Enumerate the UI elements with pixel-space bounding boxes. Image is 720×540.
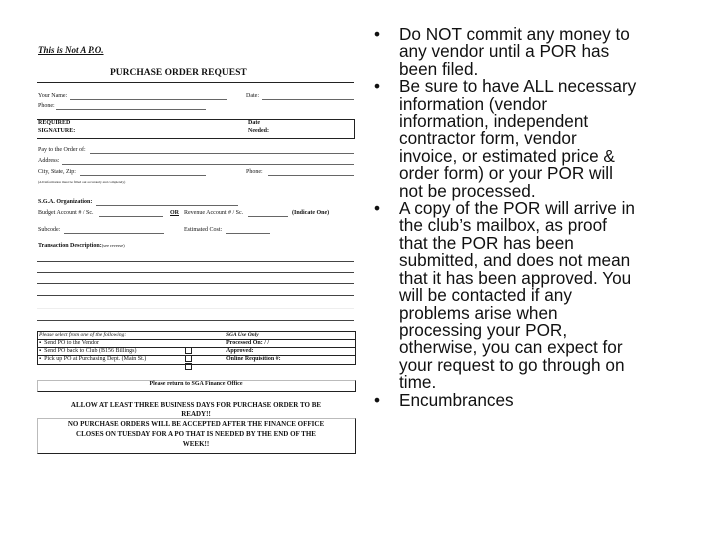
sga-requisition: Online Requisition #: [226, 356, 281, 362]
checkbox[interactable] [185, 357, 192, 375]
select-header: Please select from one of the following: [39, 332, 127, 338]
label-indicate: (Indicate One) [292, 210, 330, 216]
bullet-item: • Be sure to have ALL necessary information (vendor information, independent contractor form, vendor invoice, or estimated price & order form) or your POR will not be processed. [374, 76, 637, 201]
sga-approved: Approved: [226, 348, 254, 354]
label-subcode: Subcode: [38, 227, 61, 233]
label-phone: Phone: [38, 103, 55, 109]
label-date: Date: [246, 93, 259, 99]
allow-notice: ALLOW AT LEAST THREE BUSINESS DAYS FOR PURCHASE ORDER TO BE [70, 401, 322, 409]
option-row: ▪ Pick up PO at Purchasing Dept. (Main St.) [39, 356, 147, 362]
option-row: ▪ Send PO to the Vendor [39, 340, 100, 346]
label-pay-to: Pay to the Order of: [38, 147, 86, 153]
label-or: OR [170, 210, 179, 216]
label-phone-2: Phone: [246, 169, 263, 175]
label-address: Address: [38, 158, 60, 164]
bullet-item: • Encumbrances [374, 389, 514, 410]
label-your-name: Your Name: [38, 93, 68, 99]
label-sga-org: S.G.A. Organization: [38, 199, 93, 205]
bullet-icon: • [374, 198, 381, 219]
form-title: PURCHASE ORDER REQUEST [110, 68, 247, 78]
bullet-icon: • [374, 389, 381, 410]
form-note: (All information must be filled out accurately and completely) [38, 180, 126, 184]
return-note: Please return to SGA Finance Office [149, 381, 243, 387]
bullet-icon: • [374, 76, 381, 97]
option-row: ▪ Send PO back to Club (B156 Billings) [39, 348, 137, 354]
bullet-item: • Do NOT commit any money to any vendor until a POR has been filed. [374, 24, 630, 79]
label-estimated: Estimated Cost: [184, 227, 223, 233]
signature-box [37, 119, 355, 139]
allow-notice-2: READY!! [181, 410, 211, 418]
bullet-item: • A copy of the POR will arrive in the club’s mailbox, as proof that the POR has been submitted, and does not mean that it has been approved. You will be contacted if any problems arise when processing your POR, otherwise, you can expect for your request to go through on time. [374, 198, 635, 393]
label-signature: SIGNATURE: [38, 128, 76, 134]
label-required: REQUIRED [38, 120, 71, 126]
deadline-notice-3: WEEK!! [182, 440, 210, 448]
sga-use-header: SGA Use Only [226, 332, 259, 338]
label-revenue: Revenue Account # / Sc. [184, 210, 244, 216]
label-date-needed: Date [248, 120, 260, 126]
label-needed: Needed: [248, 128, 269, 134]
label-transaction: Transaction Description:(see reverse) [38, 243, 125, 249]
sga-processed: Processed On: / / [226, 340, 270, 346]
label-budget: Budget Account # / Sc. [38, 210, 94, 216]
disclaimer: This is Not A P.O. [38, 45, 104, 55]
bullet-list [370, 26, 700, 409]
label-city: City, State, Zip: [38, 169, 76, 175]
deadline-notice-2: CLOSES ON TUESDAY FOR A PO THAT IS NEEDED BY THE END OF THE [76, 430, 316, 438]
bullet-icon: • [374, 24, 381, 44]
deadline-notice-1: NO PURCHASE ORDERS WILL BE ACCEPTED AFTER THE FINANCE OFFICE [67, 420, 325, 428]
